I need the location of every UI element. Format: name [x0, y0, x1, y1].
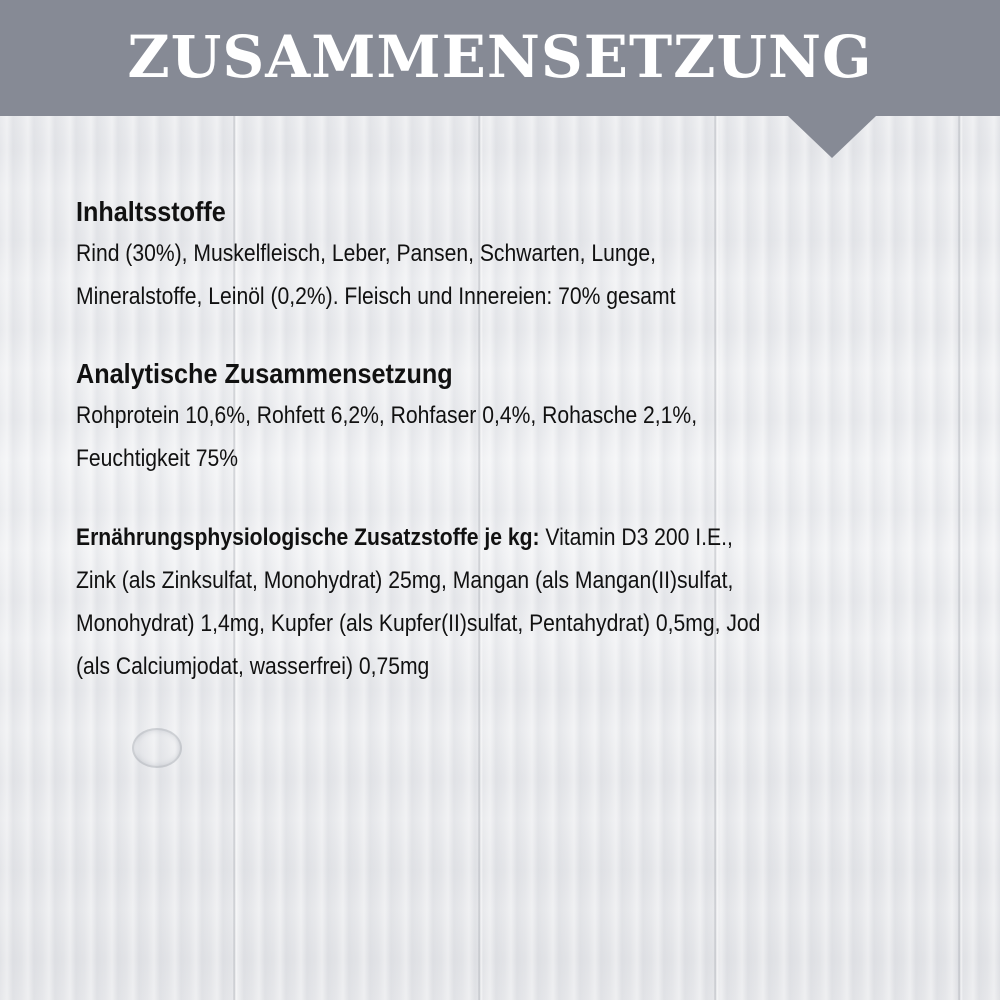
analytical-line-1: Rohprotein 10,6%, Rohfett 6,2%, Rohfaser 0,4%, Rohasche 2,1%, — [76, 402, 698, 429]
analytical-heading: Analytische Zusammensetzung — [76, 358, 453, 389]
ingredients-heading: Inhaltsstoffe — [76, 196, 226, 227]
section-analytical-composition — [76, 354, 956, 480]
section-ingredients — [76, 192, 956, 318]
banner-notch-arrow — [788, 116, 876, 158]
additives-line-1 — [76, 516, 956, 559]
header-banner — [0, 0, 1000, 116]
additives-heading: Ernährungsphysiologische Zusatzstoffe je kg: — [76, 524, 540, 551]
additives-line-1-rest: Vitamin D3 200 I.E., — [539, 524, 733, 551]
composition-content — [76, 192, 956, 724]
wood-knot-decoration — [132, 728, 182, 768]
analytical-text — [76, 394, 956, 480]
ingredients-text — [76, 232, 956, 318]
additives-text — [76, 516, 956, 688]
additives-line-2: Zink (als Zinksulfat, Monohydrat) 25mg, Mangan (als Mangan(II)sulfat, — [76, 567, 734, 594]
section-additives — [76, 516, 956, 688]
ingredients-line-2: Mineralstoffe, Leinöl (0,2%). Fleisch und Innereien: 70% gesamt — [76, 283, 676, 310]
ingredients-line-1: Rind (30%), Muskelfleisch, Leber, Pansen, Schwarten, Lunge, — [76, 240, 656, 267]
page-title: ZUSAMMENSETZUNG — [127, 23, 873, 91]
additives-line-4: (als Calciumjodat, wasserfrei) 0,75mg — [76, 653, 430, 680]
analytical-line-2: Feuchtigkeit 75% — [76, 445, 239, 472]
additives-line-3: Monohydrat) 1,4mg, Kupfer (als Kupfer(II)sulfat, Pentahydrat) 0,5mg, Jod — [76, 610, 761, 637]
